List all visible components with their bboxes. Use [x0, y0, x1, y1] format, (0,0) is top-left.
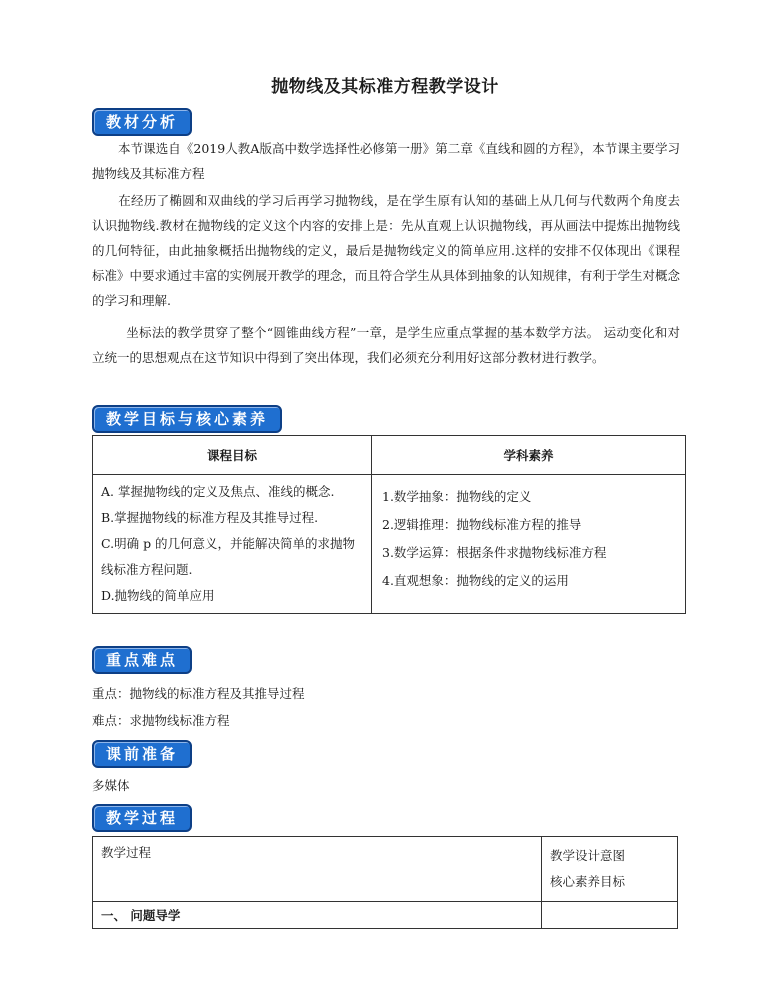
goals-table-header-row: [93, 436, 686, 475]
process-header-left: 教学过程: [93, 837, 542, 902]
preparation-text: 多媒体: [92, 778, 130, 793]
literacy-item-1: 1.数学抽象：抛物线的定义: [382, 489, 532, 504]
literacy-goal-label: 核心素养目标: [550, 874, 626, 889]
process-header-right: [542, 837, 678, 902]
course-goals-cell: [93, 475, 372, 614]
course-goal-a: A. 掌握抛物线的定义及焦点、准线的概念.: [101, 484, 335, 499]
key-point-text: 重点：抛物线的标准方程及其推导过程: [92, 686, 305, 701]
course-goal-c: C.明确 p 的几何意义，并能解决简单的求抛物线标准方程问题.: [101, 536, 356, 577]
course-goal-d: D.抛物线的简单应用: [101, 588, 215, 603]
analysis-paragraph-1: 本节课选自《2019人教A版高中数学选择性必修第一册》第二章《直线和圆的方程》，本节课主要学习抛物线及其标准方程: [92, 141, 680, 181]
design-intent-label: 教学设计意图: [550, 848, 626, 863]
section-badge-key-points: 重点难点: [92, 646, 192, 674]
literacy-item-3: 3.数学运算：根据条件求抛物线标准方程: [382, 545, 607, 560]
goals-table: [92, 435, 686, 614]
analysis-paragraph-3: 坐标法的教学贯穿了整个“圆锥曲线方程”一章，是学生应重点掌握的基本数学方法。 运动变化和对立统一的思想观点在这节知识中得到了突出体现，我们必须充分利用好这部分教材进行教学。: [92, 325, 680, 365]
document-title: 抛物线及其标准方程教学设计: [271, 77, 499, 97]
section-badge-process: 教学过程: [92, 804, 192, 832]
process-section-1-right: [542, 902, 678, 929]
process-header-row: [93, 837, 678, 902]
process-table: [92, 836, 678, 929]
section-badge-analysis: 教材分析: [92, 108, 192, 136]
course-goal-b: B.掌握抛物线的标准方程及其推导过程.: [101, 510, 319, 525]
section-badge-preparation: 课前准备: [92, 740, 192, 768]
literacy-cell: [372, 475, 686, 614]
literacy-item-2: 2.逻辑推理：抛物线标准方程的推导: [382, 517, 582, 532]
difficulty-text: 难点：求抛物线标准方程: [92, 713, 230, 728]
process-section-1: 一、 问题导学: [93, 902, 542, 929]
goals-table-body-row: [93, 475, 686, 614]
goals-header-literacy: 学科素养: [372, 436, 686, 475]
process-section-row: [93, 902, 678, 929]
literacy-item-4: 4.直观想象：抛物线的定义的运用: [382, 573, 569, 588]
analysis-paragraph-2: 在经历了椭圆和双曲线的学习后再学习抛物线，是在学生原有认知的基础上从几何与代数两个角度去认识抛物线.教材在抛物线的定义这个内容的安排上是：先从直观上认识抛物线，再从画法中提炼出抛物线的几何特征，由此抽象概括出抛物线的定义，最后是抛物线定义的简单应用.这样的安排不仅体现出《课程标准》中要求通过丰富的实例展开教学的理念，而且符合学生从具体到抽象的认知规律，有利于学生对概念的学习和理解.: [92, 193, 680, 308]
goals-header-course: 课程目标: [93, 436, 372, 475]
section-badge-goals: 教学目标与核心素养: [92, 405, 282, 433]
